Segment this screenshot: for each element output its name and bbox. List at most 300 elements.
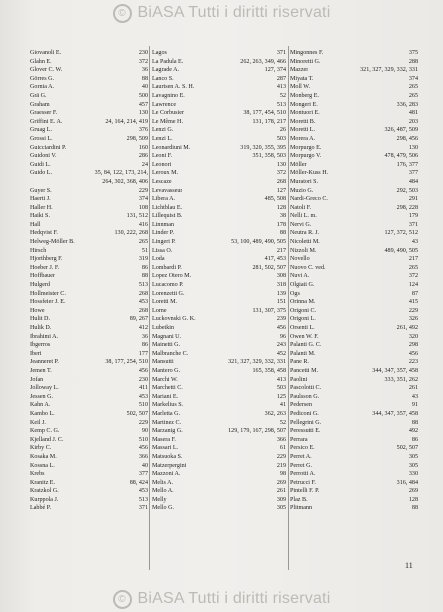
index-entry [30, 436, 148, 445]
entry-pages: 413 [276, 376, 286, 383]
entry-pages: 298, 228 [396, 204, 418, 211]
index-column-3 [290, 49, 418, 513]
entry-pages: 320 [408, 333, 418, 340]
entry-name: Kemp C. G. [30, 428, 60, 435]
index-entry [290, 341, 418, 350]
entry-pages: 51 [141, 247, 148, 254]
index-entry [152, 504, 286, 513]
entry-pages: 269 [276, 479, 286, 486]
entry-name: Krebs [30, 471, 45, 478]
index-entry [152, 229, 286, 238]
index-entry [30, 195, 148, 204]
entry-name: Lissa O. [152, 247, 173, 254]
entry-pages: 502, 507 [126, 410, 148, 417]
entry-pages: 264, 302, 368, 406 [102, 178, 148, 185]
entry-name: Mazzer [290, 67, 309, 74]
entry-pages: 229 [138, 419, 148, 426]
index-entry [290, 49, 418, 58]
entry-name: Lorenzetti G. [152, 290, 185, 297]
entry-name: Origoni L. [290, 316, 316, 323]
entry-name: Neutra R. J. [290, 230, 320, 237]
entry-name: Graham [30, 101, 50, 108]
entry-pages: 41 [279, 402, 286, 409]
entry-name: Keil J. [30, 419, 46, 426]
entry-name: Mello A. [152, 488, 174, 495]
index-entry [30, 341, 148, 350]
entry-pages: 319 [138, 256, 148, 263]
entry-name: Glahn E. [30, 58, 52, 65]
index-entry [152, 58, 286, 67]
entry-name: Moretti L. [290, 127, 316, 134]
entry-pages: 223 [408, 359, 418, 366]
entry-name: Peressutti E. [290, 428, 321, 435]
entry-name: Perret G. [290, 462, 312, 469]
entry-pages: 268 [276, 178, 286, 185]
entry-name: Moll W. [290, 84, 310, 91]
entry-pages: 24, 164, 214, 419 [105, 118, 148, 125]
entry-name: Le Même H. [152, 118, 183, 125]
entry-pages: 86 [141, 264, 148, 271]
entry-pages: 413 [276, 84, 286, 91]
entry-pages: 336, 283 [396, 101, 418, 108]
column-divider-right [288, 46, 289, 570]
entry-name: Melis A. [152, 479, 173, 486]
entry-name: Leonori [152, 161, 172, 168]
index-entry [30, 221, 148, 230]
entry-pages: 38 [279, 213, 286, 220]
index-entry [152, 281, 286, 290]
index-entry [30, 479, 148, 488]
entry-pages: 326 [408, 316, 418, 323]
entry-pages: 43 [411, 239, 418, 246]
watermark-text: BiASA Tutti i diritti riservati [137, 4, 331, 21]
entry-name: Pintelli F. P. [290, 488, 320, 495]
entry-pages: 88, 424 [129, 479, 148, 486]
index-entry [290, 470, 418, 479]
index-entry [152, 135, 286, 144]
entry-name: Howe [30, 307, 45, 314]
entry-pages: 131, 178, 217 [252, 118, 286, 125]
entry-name: Hoeber J. F. [30, 264, 60, 271]
index-entry [152, 307, 286, 316]
entry-name: Labbé P. [30, 505, 51, 512]
entry-name: Laurtsen A. S. H. [152, 84, 195, 91]
entry-pages: 321, 327, 329, 332, 331 [228, 359, 286, 366]
index-entry [290, 109, 418, 118]
entry-name: Mainetti G. [152, 342, 181, 349]
index-entry [290, 118, 418, 127]
entry-name: Lagrade A. [152, 67, 180, 74]
index-entry [152, 195, 286, 204]
index-entry [290, 358, 418, 367]
entry-pages: 53, 100, 489, 490, 505 [231, 239, 286, 246]
entry-name: Libera A. [152, 196, 176, 203]
entry-pages: 281, 502, 507 [252, 264, 286, 271]
index-entry [290, 212, 418, 221]
entry-pages: 456 [408, 350, 418, 357]
index-entry [290, 410, 418, 419]
index-entry [30, 427, 148, 436]
index-entry [30, 247, 148, 256]
entry-name: Petrucci F. [290, 479, 316, 486]
entry-pages: 513 [138, 282, 148, 289]
index-entry [152, 453, 286, 462]
entry-name: Guidi L. [30, 161, 51, 168]
entry-pages: 371 [138, 505, 148, 512]
entry-name: Nervi G. [290, 221, 312, 228]
entry-pages: 125 [276, 393, 286, 400]
entry-name: Hirsch [30, 247, 47, 254]
index-entry [152, 315, 286, 324]
index-entry [152, 410, 286, 419]
entry-pages: 510 [138, 402, 148, 409]
index-entry [290, 504, 418, 513]
index-entry [152, 358, 286, 367]
index-entry [152, 384, 286, 393]
index-entry [30, 324, 148, 333]
entry-pages: 160 [138, 144, 148, 151]
index-entry [30, 410, 148, 419]
index-entry [290, 384, 418, 393]
entry-pages: 88 [141, 75, 148, 82]
index-entry [290, 298, 418, 307]
entry-name: Malbranche C. [152, 350, 189, 357]
index-entry [152, 479, 286, 488]
entry-pages: 268 [138, 290, 148, 297]
entry-pages: 230 [138, 376, 148, 383]
entry-pages: 229 [408, 307, 418, 314]
entry-pages: 229 [276, 453, 286, 460]
entry-name: Morera A. [290, 135, 316, 142]
entry-pages: 298, 456 [396, 135, 418, 142]
entry-name: Palanti G. C. [290, 342, 322, 349]
entry-name: Hoffbauer [30, 273, 55, 280]
index-entry [152, 161, 286, 170]
entry-name: Nizzoli M. [290, 247, 317, 254]
index-entry [30, 58, 148, 67]
entry-name: Graesser F. [30, 110, 58, 117]
entry-name: Matsuoka S. [152, 453, 183, 460]
index-entry [152, 152, 286, 161]
index-entry [290, 92, 418, 101]
index-entry [290, 487, 418, 496]
entry-pages: 366 [138, 453, 148, 460]
entry-name: Hedqvist F. [30, 230, 58, 237]
entry-name: Glover C. W. [30, 67, 63, 74]
entry-name: Gruag L. [30, 127, 52, 134]
index-entry [152, 144, 286, 153]
entry-name: Guido L. [30, 170, 53, 177]
entry-pages: 372 [276, 170, 286, 177]
entry-pages: 489, 490, 505 [384, 247, 418, 254]
entry-pages: 319, 320, 355, 395 [240, 144, 286, 151]
index-entry [290, 444, 418, 453]
entry-name: Kossna L. [30, 462, 55, 469]
index-entry [152, 427, 286, 436]
entry-pages: 43 [411, 393, 418, 400]
entry-pages: 456 [276, 325, 286, 331]
entry-pages: 321, 327, 329, 332, 331 [360, 67, 418, 74]
entry-name: Pascolotti C. [290, 385, 322, 392]
entry-pages: 456 [138, 367, 148, 374]
entry-name: Masera F. [152, 436, 176, 443]
index-entry [30, 49, 148, 58]
index-entry [30, 496, 148, 505]
index-entry [152, 324, 286, 333]
entry-pages: 217 [276, 247, 286, 254]
index-entry [152, 255, 286, 264]
index-entry [30, 367, 148, 376]
entry-name: Jofan [30, 376, 44, 383]
entry-name: Görres G. [30, 75, 55, 82]
entry-name: Linder P. [152, 230, 175, 237]
entry-pages: 52 [279, 92, 286, 99]
entry-pages: 374 [408, 75, 418, 82]
entry-pages: 305 [276, 505, 286, 512]
index-entry [30, 187, 148, 196]
entry-name: Iberi [30, 350, 42, 357]
entry-name: Lubetkin [152, 325, 175, 331]
index-entry [290, 229, 418, 238]
copyright-icon: © [113, 590, 132, 609]
entry-pages: 344, 347, 357, 458 [372, 367, 418, 374]
entry-pages: 377 [408, 170, 418, 177]
entry-name: Lichtblau E. [152, 204, 183, 211]
index-entry [290, 281, 418, 290]
entry-name: Novello [290, 256, 310, 263]
entry-name: Lucacomo P. [152, 282, 184, 289]
index-entry [290, 453, 418, 462]
index-entry [30, 333, 148, 342]
entry-name: Luckovnski G. K. [152, 316, 196, 323]
index-entry [152, 221, 286, 230]
index-entry [290, 187, 418, 196]
index-entry [30, 92, 148, 101]
entry-pages: 377 [138, 471, 148, 478]
entry-name: Ogs [290, 290, 300, 297]
index-entry [30, 444, 148, 453]
entry-pages: 305 [408, 462, 418, 469]
entry-pages: 453 [138, 393, 148, 400]
index-entry [152, 298, 286, 307]
entry-name: Persico E. [290, 445, 315, 452]
index-entry [152, 187, 286, 196]
entry-name: Mansutti [152, 359, 174, 366]
entry-name: Pane R. [290, 359, 309, 366]
entry-name: Nicoletti M. [290, 239, 320, 246]
index-entry [290, 393, 418, 402]
entry-pages: 333, 351, 262 [384, 376, 418, 383]
index-entry [290, 247, 418, 256]
entry-pages: 35, 84, 122, 173, 214, [94, 170, 148, 177]
entry-pages: 457 [138, 101, 148, 108]
index-entry [30, 419, 148, 428]
index-entry [152, 247, 286, 256]
entry-pages: 503 [276, 135, 286, 142]
entry-name: Griffini E. A. [30, 118, 63, 125]
entry-pages: 239 [276, 316, 286, 323]
entry-name: Minoretti G. [290, 58, 321, 65]
entry-name: Monberg E. [290, 92, 319, 99]
entry-pages: 261 [408, 385, 418, 392]
entry-name: Loretti M. [152, 299, 178, 306]
entry-name: Montuori E. [290, 110, 320, 117]
index-entry [152, 496, 286, 505]
entry-name: Ibgerros [30, 342, 51, 349]
entry-name: Guidoni V. [30, 153, 57, 160]
entry-pages: 326, 487, 509 [384, 127, 418, 134]
entry-pages: 265 [408, 92, 418, 99]
index-entry [290, 221, 418, 230]
entry-pages: 219 [276, 462, 286, 469]
entry-pages: 513 [138, 496, 148, 503]
entry-pages: 91 [411, 402, 418, 409]
index-entry [152, 49, 286, 58]
index-column-1 [30, 49, 148, 513]
entry-name: Haerti J. [30, 196, 51, 203]
index-entry [30, 504, 148, 513]
index-entry [290, 436, 418, 445]
entry-name: Giovanoli E. [30, 50, 62, 56]
index-entry [290, 496, 418, 505]
entry-name: Kambo L. [30, 410, 55, 417]
index-entry [290, 101, 418, 110]
index-entry [152, 367, 286, 376]
entry-pages: 177 [138, 350, 148, 357]
entry-name: Helweg-Möller B. [30, 239, 75, 246]
entry-name: Le Corbusier [152, 110, 184, 117]
index-entry [30, 393, 148, 402]
entry-pages: 412 [138, 325, 148, 331]
entry-name: Moretti B. [290, 118, 316, 125]
index-entry [152, 419, 286, 428]
index-entry [152, 83, 286, 92]
entry-name: Haller H. [30, 204, 53, 211]
entry-name: Natoli F. [290, 204, 312, 211]
entry-name: Owen W. F. [290, 333, 319, 340]
entry-name: Morpurgo E. [290, 144, 322, 151]
entry-name: Lescaze [152, 178, 172, 185]
entry-pages: 372 [138, 58, 148, 65]
index-entry [152, 212, 286, 221]
entry-name: Guyer S. [30, 187, 52, 194]
column-divider-left [149, 46, 150, 570]
entry-name: Orsenti L. [290, 325, 315, 331]
entry-name: Plitmann [290, 505, 313, 512]
entry-pages: 203 [408, 118, 418, 125]
index-entry [30, 376, 148, 385]
entry-name: Nelli L. m. [290, 213, 317, 220]
index-entry [290, 126, 418, 135]
entry-pages: 318 [276, 282, 286, 289]
index-entry [30, 462, 148, 471]
index-entry [290, 255, 418, 264]
entry-pages: 178 [276, 221, 286, 228]
entry-pages: 485, 508 [264, 196, 286, 203]
entry-pages: 26 [279, 127, 286, 134]
entry-name: Paulsson G. [290, 393, 320, 400]
index-entry [30, 135, 148, 144]
entry-pages: 510 [138, 436, 148, 443]
entry-name: La Padula E. [152, 58, 184, 65]
index-entry [152, 101, 286, 110]
entry-name: Lavagnino E. [152, 92, 185, 99]
entry-name: Jemen T. [30, 367, 52, 374]
index-entry [30, 401, 148, 410]
entry-name: Marzanig G. [152, 428, 183, 435]
index-entry [30, 83, 148, 92]
entry-name: Jolloway L. [30, 385, 59, 392]
entry-name: Olgiati G. [290, 282, 315, 289]
entry-name: Kosaka M. [30, 453, 57, 460]
entry-name: Kranitz E. [30, 479, 56, 486]
entry-name: Lawrence [152, 101, 177, 108]
entry-name: Nuovo C. ved. [290, 264, 326, 271]
index-entry [290, 75, 418, 84]
index-entry [152, 341, 286, 350]
entry-pages: 309 [276, 496, 286, 503]
entry-name: Lillequist B. [152, 213, 183, 220]
entry-name: Orinna M. [290, 299, 316, 306]
index-entry [30, 178, 148, 187]
entry-name: Matzerpergini [152, 462, 187, 469]
entry-pages: 88 [141, 273, 148, 280]
entry-name: Levavasseur [152, 187, 183, 194]
entry-pages: 127 [276, 187, 286, 194]
entry-pages: 371 [276, 50, 286, 56]
index-entry [30, 101, 148, 110]
entry-name: Hulit D. [30, 316, 50, 323]
entry-pages: 90 [141, 428, 148, 435]
entry-name: Morpurgo V. [290, 153, 322, 160]
entry-pages: 87 [411, 290, 418, 297]
entry-name: Leroux M. [152, 170, 179, 177]
index-entry [30, 298, 148, 307]
entry-name: Origoni C. [290, 307, 317, 314]
index-entry [30, 109, 148, 118]
index-entry [290, 462, 418, 471]
entry-name: Marchi W. [152, 376, 178, 383]
entry-name: Ibrahimi A. [30, 333, 59, 340]
entry-name: Pancetti M. [290, 367, 319, 374]
entry-pages: 500 [138, 92, 148, 99]
index-entry [30, 350, 148, 359]
index-entry [290, 315, 418, 324]
index-entry [290, 169, 418, 178]
entry-pages: 151 [276, 299, 286, 306]
entry-name: Lingeri P. [152, 239, 176, 246]
entry-name: Melly [152, 496, 167, 503]
entry-pages: 268 [138, 307, 148, 314]
index-entry [290, 401, 418, 410]
entry-pages: 308 [276, 273, 286, 280]
index-entry [30, 144, 148, 153]
entry-name: Nuvi A. [290, 273, 310, 280]
index-entry [30, 307, 148, 316]
entry-name: Mongeri E. [290, 101, 318, 108]
index-entry [152, 290, 286, 299]
entry-pages: 61 [279, 445, 286, 452]
entry-pages: 265 [408, 84, 418, 91]
entry-pages: 217 [408, 256, 418, 263]
entry-name: Perrara [290, 436, 308, 443]
entry-pages: 230 [138, 50, 148, 56]
entry-name: Gornia A. [30, 84, 55, 91]
index-entry [290, 238, 418, 247]
index-entry [152, 333, 286, 342]
entry-pages: 484 [408, 178, 418, 185]
entry-name: Möller-Kuss H. [290, 170, 329, 177]
